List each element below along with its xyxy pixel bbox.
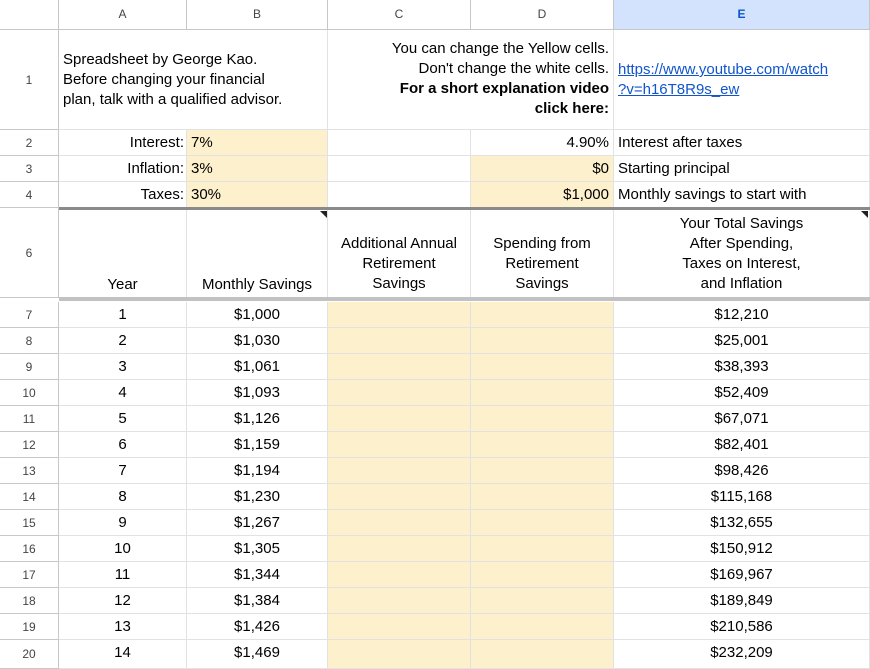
row-header-13[interactable]: 13 (0, 458, 59, 484)
monthly-savings-cell[interactable]: $1,126 (187, 406, 328, 432)
row-header-10[interactable]: 10 (0, 380, 59, 406)
total-savings-cell[interactable]: $25,001 (614, 328, 870, 354)
note-indicator-icon[interactable] (320, 211, 327, 218)
row-header-1[interactable]: 1 (0, 30, 59, 130)
row-header-20[interactable]: 20 (0, 640, 59, 669)
total-header-line-1: Your Total Savings (679, 215, 804, 232)
total-savings-cell[interactable]: $189,849 (614, 588, 870, 614)
additional-header-line-2: Retirement (362, 255, 436, 272)
row-header-16[interactable]: 16 (0, 536, 59, 562)
year-cell[interactable]: 1 (59, 302, 187, 328)
total-savings-cell[interactable]: $38,393 (614, 354, 870, 380)
interest-after-taxes-label[interactable]: Interest after taxes (614, 130, 870, 156)
total-header-line-2: After Spending, (689, 235, 794, 252)
video-link-cell[interactable] (614, 30, 870, 130)
total-savings-cell[interactable]: $12,210 (614, 302, 870, 328)
monthly-savings-cell[interactable]: $1,230 (187, 484, 328, 510)
additional-savings-input[interactable] (328, 562, 471, 588)
spending-header-line-3: Savings (515, 275, 569, 292)
taxes-input[interactable]: 30% (187, 182, 328, 208)
additional-header-line-3: Savings (372, 275, 426, 292)
additional-savings-input[interactable] (328, 328, 471, 354)
spending-input[interactable] (471, 302, 614, 328)
spending-input[interactable] (471, 614, 614, 640)
year-header[interactable]: Year (59, 210, 187, 298)
video-label-line-1: For a short explanation video (399, 80, 609, 97)
spending-input[interactable] (471, 328, 614, 354)
spending-input[interactable] (471, 562, 614, 588)
year-cell[interactable]: 9 (59, 510, 187, 536)
spending-input[interactable] (471, 380, 614, 406)
row-header-3[interactable]: 3 (0, 156, 59, 182)
spending-input[interactable] (471, 510, 614, 536)
total-savings-cell[interactable]: $98,426 (614, 458, 870, 484)
column-header-b[interactable]: B (187, 0, 328, 30)
year-cell[interactable]: 5 (59, 406, 187, 432)
total-savings-cell[interactable]: $150,912 (614, 536, 870, 562)
monthly-savings-cell[interactable]: $1,061 (187, 354, 328, 380)
total-savings-header[interactable] (614, 210, 870, 298)
total-savings-cell[interactable]: $169,967 (614, 562, 870, 588)
total-header-line-3: Taxes on Interest, (682, 255, 801, 272)
monthly-savings-cell[interactable]: $1,030 (187, 328, 328, 354)
additional-savings-input[interactable] (328, 432, 471, 458)
column-header-d[interactable]: D (471, 0, 614, 30)
instruction-line-2: Don't change the white cells. (418, 60, 609, 77)
intro-line-3: plan, talk with a qualified advisor. (63, 91, 283, 108)
row-header-18[interactable]: 18 (0, 588, 59, 614)
row-header-6[interactable]: 6 (0, 208, 59, 298)
taxes-label[interactable]: Taxes: (59, 182, 187, 208)
year-cell[interactable]: 12 (59, 588, 187, 614)
year-cell[interactable]: 7 (59, 458, 187, 484)
row-header-4[interactable]: 4 (0, 182, 59, 208)
year-cell[interactable]: 6 (59, 432, 187, 458)
year-cell[interactable]: 8 (59, 484, 187, 510)
cell-c2[interactable] (328, 130, 471, 156)
starting-principal-input[interactable]: $0 (471, 156, 614, 182)
monthly-savings-cell[interactable]: $1,305 (187, 536, 328, 562)
select-all-corner[interactable] (0, 0, 59, 30)
interest-label[interactable]: Interest: (59, 130, 187, 156)
additional-savings-input[interactable] (328, 406, 471, 432)
year-cell[interactable]: 2 (59, 328, 187, 354)
video-link-line-2[interactable]: ?v=h16T8R9s_ew (618, 81, 740, 98)
monthly-savings-cell[interactable]: $1,344 (187, 562, 328, 588)
spending-input[interactable] (471, 640, 614, 669)
additional-savings-input[interactable] (328, 458, 471, 484)
note-indicator-icon[interactable] (861, 211, 868, 218)
spending-input[interactable] (471, 406, 614, 432)
row-header-14[interactable]: 14 (0, 484, 59, 510)
monthly-savings-cell[interactable]: $1,469 (187, 640, 328, 669)
additional-savings-header[interactable] (328, 210, 471, 298)
row-header-17[interactable]: 17 (0, 562, 59, 588)
additional-savings-input[interactable] (328, 510, 471, 536)
year-cell[interactable]: 13 (59, 614, 187, 640)
inflation-input[interactable]: 3% (187, 156, 328, 182)
spending-header-line-1: Spending from (493, 235, 591, 252)
starting-principal-label[interactable]: Starting principal (614, 156, 870, 182)
year-cell[interactable]: 10 (59, 536, 187, 562)
row-header-9[interactable]: 9 (0, 354, 59, 380)
instruction-line-1: You can change the Yellow cells. (391, 40, 609, 57)
total-savings-cell[interactable]: $132,655 (614, 510, 870, 536)
monthly-savings-cell[interactable]: $1,426 (187, 614, 328, 640)
row-header-11[interactable]: 11 (0, 406, 59, 432)
row-header-7[interactable]: 7 (0, 302, 59, 328)
video-label-line-2: click here: (534, 100, 609, 117)
total-savings-cell[interactable]: $82,401 (614, 432, 870, 458)
spending-input[interactable] (471, 354, 614, 380)
spending-input[interactable] (471, 536, 614, 562)
row-header-19[interactable]: 19 (0, 614, 59, 640)
column-header-c[interactable]: C (328, 0, 471, 30)
spending-input[interactable] (471, 484, 614, 510)
column-header-a[interactable]: A (59, 0, 187, 30)
intro-note-cell[interactable] (59, 30, 328, 130)
monthly-savings-cell[interactable]: $1,384 (187, 588, 328, 614)
additional-savings-input[interactable] (328, 536, 471, 562)
intro-line-2: Before changing your financial (63, 71, 265, 88)
monthly-savings-header[interactable]: Monthly Savings (187, 210, 328, 298)
spending-header-line-2: Retirement (505, 255, 579, 272)
total-savings-cell[interactable]: $67,071 (614, 406, 870, 432)
instructions-cell[interactable] (328, 30, 614, 130)
additional-savings-input[interactable] (328, 302, 471, 328)
monthly-savings-cell[interactable]: $1,000 (187, 302, 328, 328)
additional-savings-input[interactable] (328, 354, 471, 380)
cell-c4[interactable] (328, 182, 471, 208)
monthly-savings-start-input[interactable]: $1,000 (471, 182, 614, 208)
additional-savings-input[interactable] (328, 640, 471, 669)
total-savings-cell[interactable]: $232,209 (614, 640, 870, 669)
row-header-15[interactable]: 15 (0, 510, 59, 536)
year-cell[interactable]: 3 (59, 354, 187, 380)
column-header-e[interactable]: E (614, 0, 870, 30)
inflation-label[interactable]: Inflation: (59, 156, 187, 182)
frozen-rows-divider[interactable] (59, 297, 870, 301)
total-savings-cell[interactable]: $52,409 (614, 380, 870, 406)
additional-savings-input[interactable] (328, 484, 471, 510)
cell-c3[interactable] (328, 156, 471, 182)
intro-line-1: Spreadsheet by George Kao. (63, 51, 258, 68)
monthly-savings-start-label[interactable]: Monthly savings to start with (614, 182, 870, 208)
total-savings-cell[interactable]: $115,168 (614, 484, 870, 510)
total-savings-cell[interactable]: $210,586 (614, 614, 870, 640)
additional-savings-input[interactable] (328, 380, 471, 406)
video-link-line-1[interactable]: https://www.youtube.com/watch (618, 61, 829, 78)
additional-header-line-1: Additional Annual (341, 235, 457, 252)
monthly-savings-cell[interactable]: $1,267 (187, 510, 328, 536)
monthly-savings-cell[interactable]: $1,194 (187, 458, 328, 484)
additional-savings-input[interactable] (328, 614, 471, 640)
spending-input[interactable] (471, 588, 614, 614)
spending-input[interactable] (471, 432, 614, 458)
monthly-savings-cell[interactable]: $1,159 (187, 432, 328, 458)
interest-input[interactable]: 7% (187, 130, 328, 156)
year-cell[interactable]: 4 (59, 380, 187, 406)
interest-after-taxes-value[interactable]: 4.90% (471, 130, 614, 156)
row-header-12[interactable]: 12 (0, 432, 59, 458)
year-cell[interactable]: 14 (59, 640, 187, 669)
row-header-8[interactable]: 8 (0, 328, 59, 354)
monthly-savings-cell[interactable]: $1,093 (187, 380, 328, 406)
spending-input[interactable] (471, 458, 614, 484)
year-cell[interactable]: 11 (59, 562, 187, 588)
row-header-2[interactable]: 2 (0, 130, 59, 156)
additional-savings-input[interactable] (328, 588, 471, 614)
total-header-line-4: and Inflation (700, 275, 783, 292)
spending-header[interactable] (471, 210, 614, 298)
